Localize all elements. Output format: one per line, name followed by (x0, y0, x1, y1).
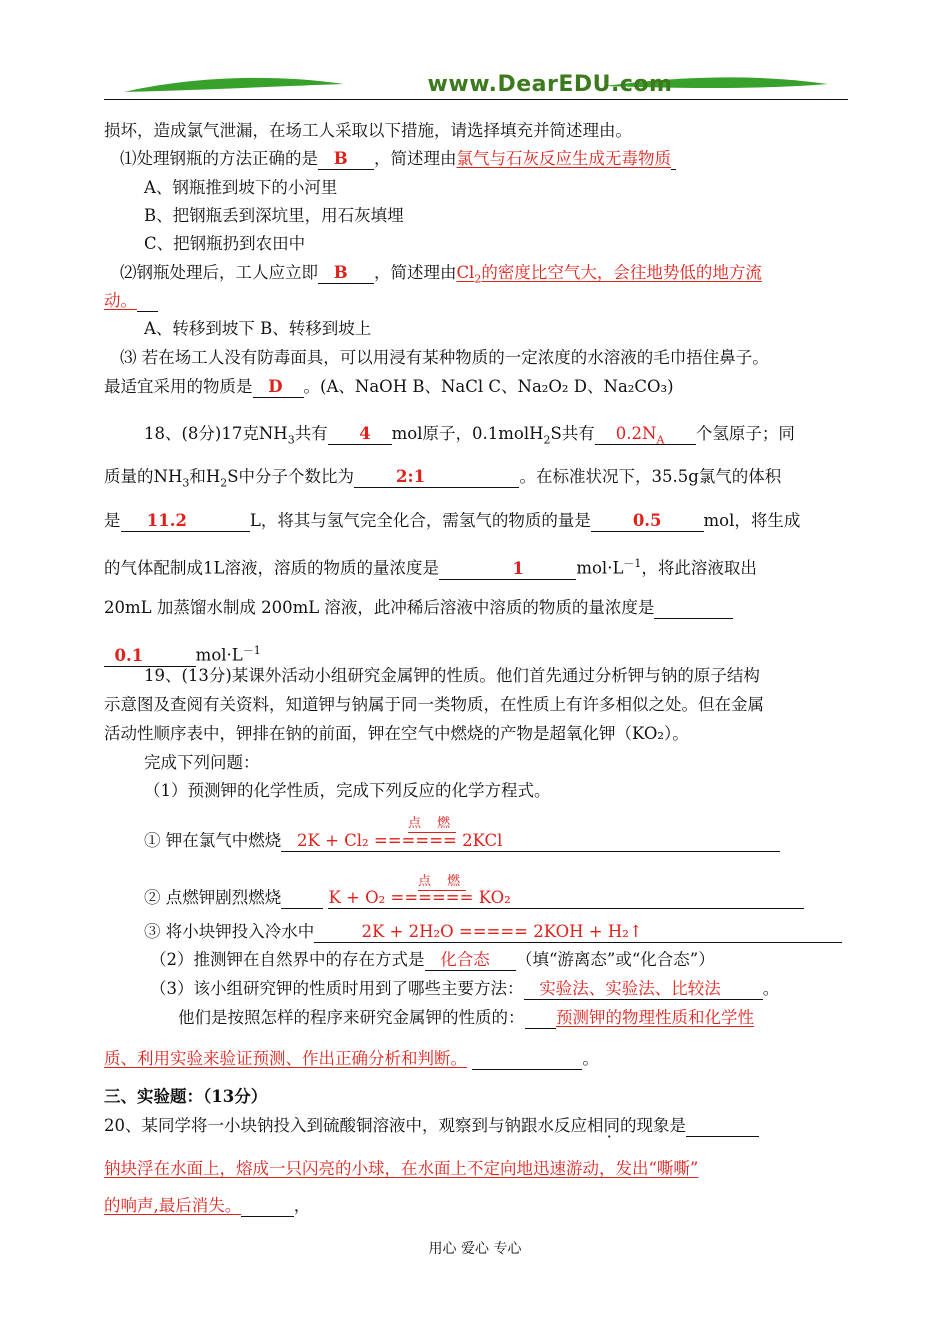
q18-answer-3: 2:1 (396, 467, 426, 486)
q19-line4: 完成下列问题： (144, 753, 260, 772)
q19-line3: 活动性顺序表中，钾排在钠的前面，钾在空气中燃烧的产物是超氧化钾（KO₂）。 (104, 724, 689, 743)
q17-p2-options: A、转移到坡下 B、转移到坡上 (144, 319, 372, 338)
q17-part3-line1: ⑶ 若在场工人没有防毒面具，可以用浸有某种物质的一定浓度的水溶液的毛巾捂住鼻子。 (120, 348, 769, 367)
page-footer: 用心 爱心 专心 (428, 1241, 522, 1257)
q19-p2-answer: 化合态 (440, 950, 490, 969)
q19-p4-answer-b: 质、利用实验来验证预测、作出正确分析和判断。 (104, 1049, 467, 1068)
q17-p1-option-a: A、钢瓶推到坡下的小河里 (144, 178, 338, 197)
q18-answer-4: 11.2 (146, 511, 187, 530)
q17-part1: ⑴处理钢瓶的方法正确的是 B ，简述理由氯气与石灰反应生成无毒物质 (120, 148, 676, 170)
q17-p1-option-c: C、把钢瓶扔到农田中 (144, 234, 306, 253)
q17-p2-reason-cont: 动。 (104, 290, 158, 312)
q18-line5: 20mL 加蒸馏水制成 200mL 溶液，此冲稀后溶液中溶质的物质的量浓度是 (104, 597, 733, 619)
q20-line1: 20、某同学将一小块钠投入到硫酸铜溶液中，观察到与钠跟水反应相同的现象是 (104, 1115, 759, 1137)
q18-line6: 0.1 $mol\cdot L^{-1}$ (104, 640, 261, 667)
q19-equation-1: ① 钾在氯气中燃烧 2K + Cl₂ ====== 2KCl (144, 830, 780, 852)
site-logo-text: www.DearEDU.com (427, 72, 673, 97)
q20-answer-line2: 的响声,最后消失。 ， (104, 1196, 311, 1215)
q19-equation-2: ② 点燃钾剧烈燃烧 K + O₂ ====== KO₂ (144, 887, 804, 909)
q20-answer-line1 (104, 1158, 698, 1180)
q18-line2: 质量的$NH_3$和$H_2S$中分子个数比为 2:1 。在标准状况下，35.5g氯气的体积 (104, 467, 782, 490)
q17-p1-option-b: B、把钢瓶丢到深坑里，用石灰填埋 (144, 206, 404, 225)
q18-answer-7: 0.1 (114, 645, 144, 665)
q17-p2-reason: $Cl_2$的密度比空气大，会往地势低的地方流 (456, 263, 762, 286)
q18-answer-5: 0.5 (632, 511, 662, 530)
header-rule (104, 99, 848, 100)
q17-p1-answer: B (333, 149, 348, 168)
q19-part3: （3）该小组研究钾的性质时用到了哪些主要方法： 实验法、实验法、比较法 。 (150, 979, 780, 998)
q18-answer-2: $0.2N_A$ (615, 424, 665, 447)
q19-e2-condition: 点 燃 (418, 874, 467, 889)
q17-p1-reason: 氯气与石灰反应生成无毒物质 (456, 149, 671, 168)
q19-line2: 示意图及查阅有关资料，知道钾与钠属于同一类物质，在性质上有许多相似之处。但在金属 (104, 695, 764, 714)
q19-part2: （2）推测钾在自然界中的存在方式是 化合态 （填“游离态”或“化合态”） (150, 950, 715, 969)
q19-line5: （1）预测钾的化学性质，完成下列反应的化学方程式。 (144, 781, 551, 800)
q18-answer-6: 1 (512, 558, 524, 578)
q18-answer-1: 4 (359, 424, 371, 443)
q17-part2: ⑵钢瓶处理后，工人应立即 B ，简述理由$Cl_2$的密度比空气大，会往地势低的地方流 (120, 263, 762, 286)
q17-part3-line2: 最适宜采用的物质是 D 。(A、NaOH B、NaCl C、Na₂O₂ D、Na₂CO₃) (104, 377, 674, 396)
q20-answer-b: 的响声,最后消失。 (104, 1196, 242, 1215)
header-banner (104, 70, 848, 102)
q19-e3-answer: 2K + 2H₂O ===== 2KOH + H₂↑ (361, 922, 643, 941)
q19-equation-3: ③ 将小块钾投入冷水中 2K + 2H₂O ===== 2KOH + H₂↑ (144, 921, 842, 943)
section-title-experiment: 三、实验题：（13分） (104, 1087, 268, 1106)
q17-p2-answer: B (333, 263, 348, 282)
q19-part4-cont: 质、利用实验来验证预测、作出正确分析和判断。 。 (104, 1049, 599, 1068)
q19-p4-answer-a: 预测钾的物理性质和化学性 (555, 1008, 754, 1027)
q18-line3: 是 11.2 L，将其与氢气完全化合，需氢气的物质的量是 0.5 mol，将生成 (104, 511, 801, 530)
q19-e1-condition: 点 燃 (408, 816, 457, 831)
q19-e1-answer: 2K + Cl₂ ====== 2KCl (297, 831, 503, 850)
q18-line1: 18、(8分)17克$NH_3$共有 4 mol原子，0.1molH$_2$S共有 $0.2N_A$ 个氢原子；同 (144, 424, 795, 447)
q19-part4: 他们是按照怎样的程序来研究金属钾的性质的： 预测钾的物理性质和化学性 (178, 1008, 754, 1027)
q20-answer-a: 钠块浮在水面上，熔成一只闪亮的小球，在水面上不定向地迅速游动，发出“嘶嘶” (104, 1159, 699, 1178)
q17-p3-answer: D (268, 377, 283, 396)
q17-intro: 损坏，造成氯气泄漏，在场工人采取以下措施，请选择填充并简述理由。 (104, 121, 632, 140)
q19-line1: 19、(13分)某课外活动小组研究金属钾的性质。他们首先通过分析钾与钠的原子结构 (144, 666, 760, 685)
q19-p3-answer: 实验法、实验法、比较法 (539, 979, 721, 998)
q19-e2-answer: K + O₂ ====== KO₂ (328, 888, 511, 907)
q18-line4: 的气体配制成1L溶液，溶质的物质的量浓度是 1 $mol\cdot L^{-1}$，将此溶液取出 (104, 557, 757, 578)
